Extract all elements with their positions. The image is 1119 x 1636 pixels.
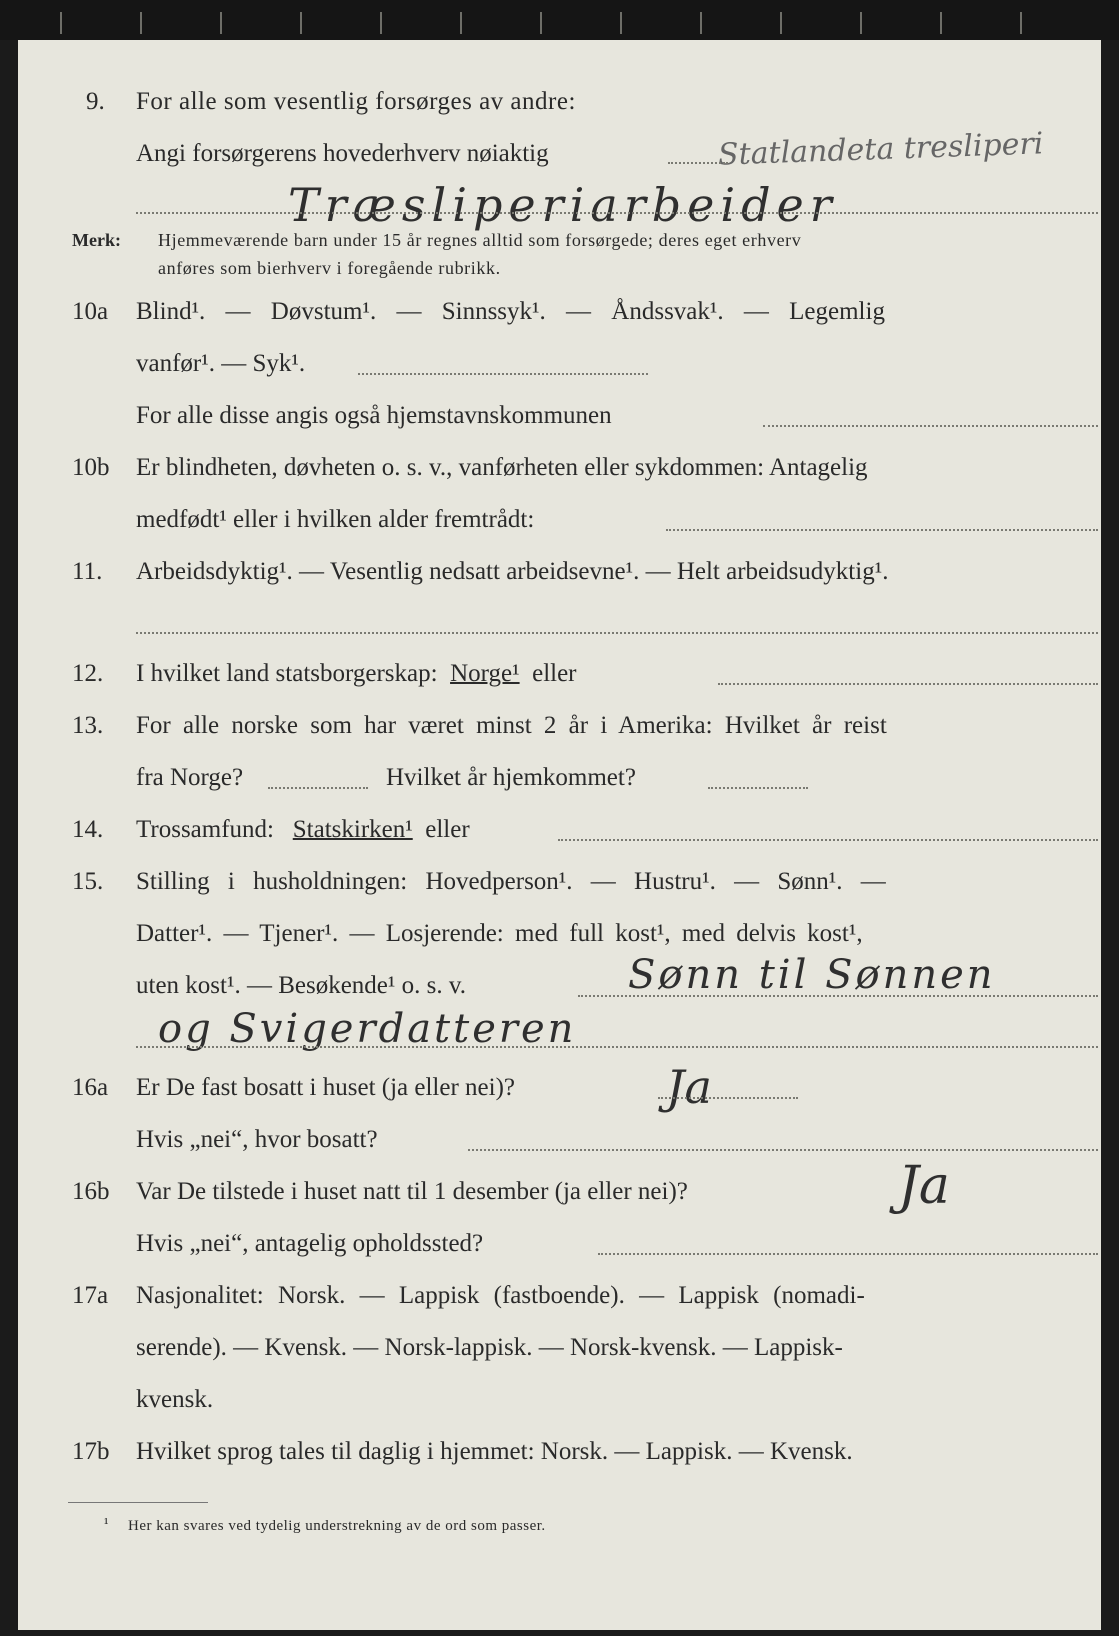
- fill-line: [666, 529, 1098, 531]
- question-10a-number: 10a: [72, 298, 109, 325]
- question-16b-answer: Ja: [898, 1156, 950, 1216]
- footnote-mark: ¹: [104, 1516, 109, 1532]
- question-14-state-church-underlined: Statskirken¹: [292, 816, 413, 843]
- question-9-answer-employer: Statlandeta tresliperi: [717, 126, 1044, 173]
- question-15-line3: uten kost¹. — Besøkende¹ o. s. v.: [136, 972, 467, 999]
- question-11-line1: Arbeidsdyktig¹. — Vesentlig nedsatt arbeidsevne¹. — Helt arbeidsudyktig¹.: [136, 558, 889, 585]
- fill-line: [668, 162, 728, 164]
- question-10a-line2: vanfør¹. — Syk¹.: [136, 350, 306, 377]
- question-17a-line1: Nasjonalitet: Norsk. — Lappisk (fastboende). — Lappisk (nomadi-: [136, 1282, 865, 1309]
- ruler-tick: [860, 12, 862, 34]
- question-13-line1: For alle norske som har været minst 2 år i Amerika: Hvilket år reist: [136, 712, 887, 739]
- question-17b-line1: Hvilket sprog tales til daglig i hjemmet: Norsk. — Lappisk. — Kvensk.: [136, 1438, 853, 1465]
- ruler-tick: [220, 12, 222, 34]
- fill-line: [718, 683, 1098, 685]
- question-13-line2a: fra Norge?: [136, 764, 244, 791]
- footnote-text: Her kan svares ved tydelig understrekning av de ord som passer.: [128, 1518, 546, 1534]
- question-9-line1: For alle som vesentlig forsørges av andre:: [136, 88, 576, 115]
- footnote-rule: [68, 1502, 208, 1503]
- question-15-line2: Datter¹. — Tjener¹. — Losjerende: med full kost¹, med delvis kost¹,: [136, 920, 863, 947]
- question-15-answer-line1: Sønn til Sønnen: [628, 952, 996, 998]
- question-10b-line1: Er blindheten, døvheten o. s. v., vanførheten eller sykdommen: Antagelig: [136, 454, 868, 481]
- question-15-answer-line2: og Svigerdatteren: [158, 1006, 577, 1052]
- ruler-tick: [60, 12, 62, 34]
- note-line1: Hjemmeværende barn under 15 år regnes alltid som forsørgede; deres eget erhverv: [158, 230, 802, 250]
- question-9-number: 9.: [86, 88, 105, 115]
- question-9-answer-occupation: Træsliperiarbeider: [288, 178, 838, 232]
- question-14-text: [136, 816, 470, 844]
- ruler-tick: [940, 12, 942, 34]
- fill-line: [136, 632, 1098, 634]
- question-12-text: [136, 660, 577, 688]
- fill-line: [268, 787, 368, 789]
- fill-line: [658, 1097, 798, 1099]
- ruler-tick: [460, 12, 462, 34]
- fill-line: [136, 212, 1098, 214]
- census-form-page: [18, 40, 1101, 1630]
- note-label: Merk:: [72, 230, 121, 250]
- question-13-number: 13.: [72, 712, 104, 739]
- question-16a-answer: Ja: [666, 1060, 712, 1114]
- question-12-number: 12.: [72, 660, 104, 687]
- ruler-tick: [380, 12, 382, 34]
- question-10a-line1: Blind¹. — Døvstum¹. — Sinnssyk¹. — Åndssvak¹. — Legemlig: [136, 298, 885, 325]
- question-17a-number: 17a: [72, 1282, 109, 1309]
- ruler-tick: [700, 12, 702, 34]
- question-10b-line2: medfødt¹ eller i hvilken alder fremtrådt:: [136, 506, 535, 533]
- question-15-line1: Stilling i husholdningen: Hovedperson¹. — Hustru¹. — Sønn¹. —: [136, 868, 886, 895]
- fill-line: [708, 787, 808, 789]
- fill-line: [598, 1253, 1098, 1255]
- question-14-suffix: eller: [425, 816, 470, 843]
- question-17b-number: 17b: [72, 1438, 110, 1465]
- question-12-prefix: I hvilket land statsborgerskap:: [136, 660, 438, 687]
- question-13-line2b: Hvilket år hjemkommet?: [386, 764, 636, 791]
- question-16b-line1: Var De tilstede i huset natt til 1 desember (ja eller nei)?: [136, 1178, 688, 1205]
- question-17a-line2: serende). — Kvensk. — Norsk-lappisk. — Norsk-kvensk. — Lappisk-: [136, 1334, 843, 1361]
- fill-line: [468, 1149, 1098, 1151]
- question-17a-line3: kvensk.: [136, 1386, 214, 1413]
- fill-line: [578, 995, 1098, 997]
- question-16a-line2: Hvis „nei“, hvor bosatt?: [136, 1126, 378, 1153]
- question-11-number: 11.: [72, 558, 103, 585]
- question-14-number: 14.: [72, 816, 104, 843]
- ruler-tick: [140, 12, 142, 34]
- question-16a-number: 16a: [72, 1074, 109, 1101]
- ruler-tick: [620, 12, 622, 34]
- question-9-line2: Angi forsørgerens hovederhverv nøiaktig: [136, 140, 549, 167]
- ruler-tick: [300, 12, 302, 34]
- ruler-tick: [780, 12, 782, 34]
- question-12-suffix: eller: [532, 660, 577, 687]
- question-16b-line2: Hvis „nei“, antagelig opholdssted?: [136, 1230, 484, 1257]
- question-14-prefix: Trossamfund:: [136, 816, 274, 843]
- note-line2: anføres som bierhverv i foregående rubrikk.: [158, 258, 501, 278]
- question-15-number: 15.: [72, 868, 104, 895]
- question-16b-number: 16b: [72, 1178, 110, 1205]
- ruler-tick: [1020, 12, 1022, 34]
- question-10b-number: 10b: [72, 454, 110, 481]
- question-10a-line3: For alle disse angis også hjemstavnskommunen: [136, 402, 612, 429]
- fill-line: [558, 839, 1098, 841]
- fill-line: [136, 1046, 1098, 1048]
- ruler-tick: [540, 12, 542, 34]
- question-12-norway-underlined: Norge¹: [450, 660, 520, 687]
- question-16a-line1: Er De fast bosatt i huset (ja eller nei)?: [136, 1074, 516, 1101]
- scan-top-edge: [0, 0, 1119, 40]
- fill-line: [763, 425, 1098, 427]
- fill-line: [358, 373, 648, 375]
